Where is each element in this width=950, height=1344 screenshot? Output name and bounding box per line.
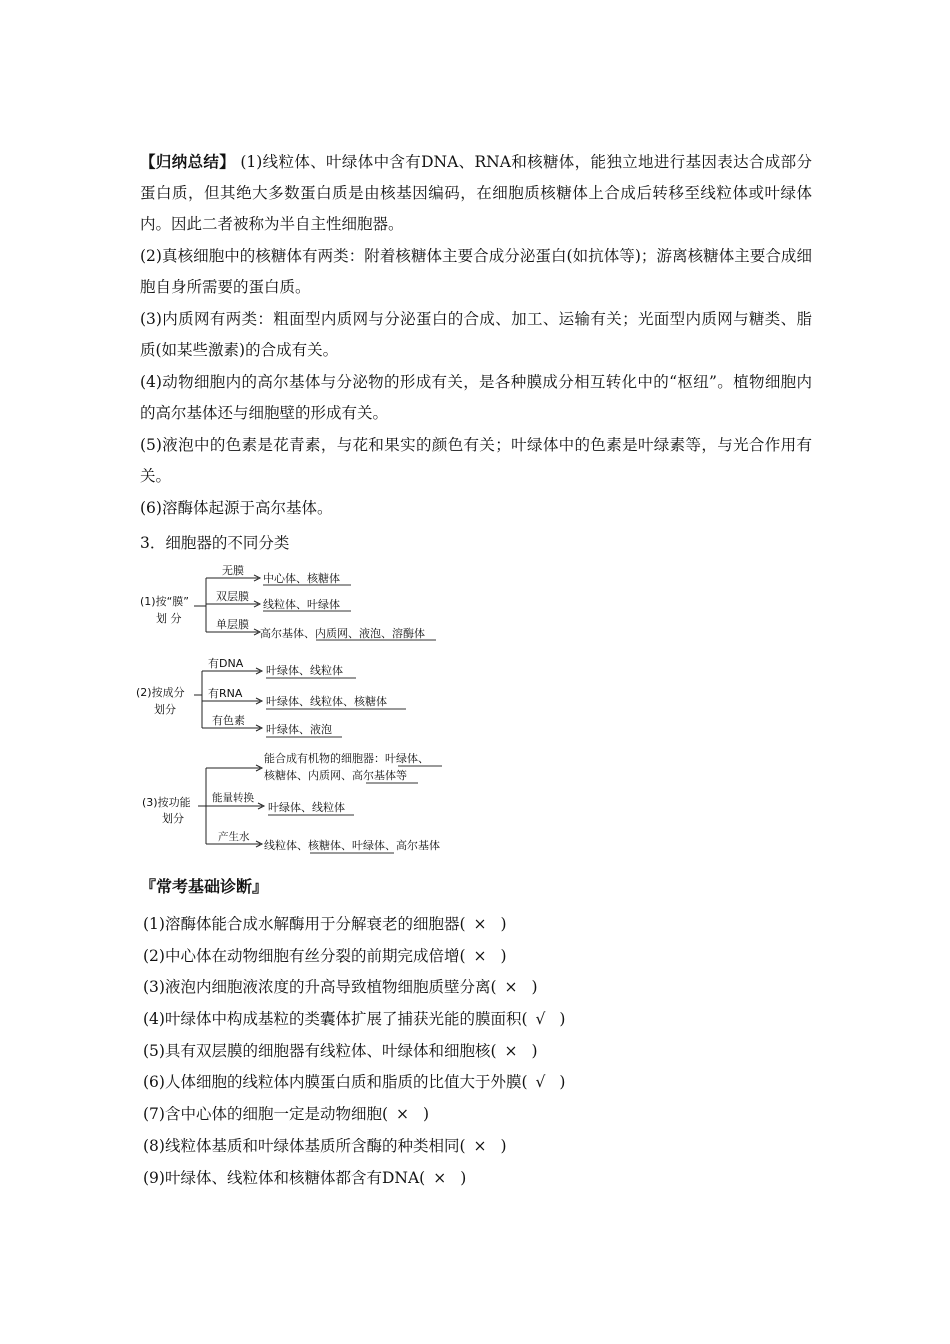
g1-label-line1: (1)按“膜” <box>140 595 189 608</box>
g2-label-line1: (2)按成分 <box>136 686 185 699</box>
diagnosis-item-1 <box>143 909 507 940</box>
summary-paragraph-4: (4)动物细胞内的高尔基体与分泌物的形成有关，是各种膜成分相互转化中的“枢纽”。植物细胞内的高尔基体还与细胞壁的形成有关。 <box>140 373 812 422</box>
diagnosis-item-2 <box>143 941 507 972</box>
item-1-text: (1)溶酶体能合成水解酶用于分解衰老的细胞器( <box>143 915 466 933</box>
item-3-mark: × <box>504 978 518 996</box>
item-9-close: ) <box>460 1169 467 1187</box>
g2-bracket <box>194 671 202 728</box>
g1-branch-2: 双层膜 <box>216 590 249 603</box>
item-2-close: ) <box>500 947 507 965</box>
g2-label-line2: 划分 <box>154 703 176 716</box>
item-6-mark: √ <box>535 1073 546 1091</box>
g3-result-3: 线粒体、核糖体、叶绿体、高尔基体 <box>264 839 440 852</box>
organelle-classification-diagram <box>136 560 476 860</box>
summary-paragraph-2: (2)真核细胞中的核糖体有两类：附着核糖体主要合成分泌蛋白(如抗体等)；游离核糖体主要合成细胞自身所需要的蛋白质。 <box>140 247 812 296</box>
g1-bracket <box>194 578 206 632</box>
diagnosis-item-8 <box>143 1131 507 1162</box>
g3-bracket <box>198 768 206 844</box>
item-4-close: ) <box>559 1010 566 1028</box>
diagnosis-item-7 <box>143 1099 429 1130</box>
item-8-close: ) <box>500 1137 507 1155</box>
item-3-text: (3)液泡内细胞液浓度的升高导致植物细胞质壁分离( <box>143 978 497 996</box>
summary-tag: 【归纳总结】 <box>140 153 236 171</box>
g1-branch-3: 单层膜 <box>216 618 249 631</box>
diagnosis-item-6 <box>143 1067 565 1098</box>
diagnosis-item-4 <box>143 1004 565 1035</box>
item-9-text: (9)叶绿体、线粒体和核糖体都含有DNA( <box>143 1169 426 1187</box>
item-8-text: (8)线粒体基质和叶绿体基质所含酶的种类相同( <box>143 1137 466 1155</box>
g1-label-line2: 划 分 <box>156 612 182 625</box>
item-7-text: (7)含中心体的细胞一定是动物细胞( <box>143 1105 389 1123</box>
item-5-text: (5)具有双层膜的细胞器有线粒体、叶绿体和细胞核( <box>143 1042 497 1060</box>
g2-result-1: 叶绿体、线粒体 <box>266 664 343 677</box>
diagnosis-title: 『常考基础诊断』 <box>140 877 269 896</box>
g3-branch-2: 能量转换 <box>212 792 254 804</box>
g3-result-2: 叶绿体、线粒体 <box>268 801 345 814</box>
item-9-mark: × <box>433 1169 447 1187</box>
g3-result-1-line2: 核糖体、内质网、高尔基体等 <box>264 769 407 782</box>
item-4-mark: √ <box>535 1010 546 1028</box>
diagnosis-item-5 <box>143 1036 538 1067</box>
item-1-mark: × <box>473 915 487 933</box>
item-1-close: ) <box>500 915 507 933</box>
g1-result-2: 线粒体、叶绿体 <box>263 598 340 611</box>
summary-paragraph-6: (6)溶酶体起源于高尔基体。 <box>140 499 333 517</box>
diagnosis-item-3 <box>143 972 538 1003</box>
g3-label-line2: 划分 <box>162 812 184 825</box>
summary-paragraph-5: (5)液泡中的色素是花青素，与花和果实的颜色有关；叶绿体中的色素是叶绿素等，与光合作用有关。 <box>140 436 812 485</box>
item-2-text: (2)中心体在动物细胞有丝分裂的前期完成倍增( <box>143 947 466 965</box>
item-4-text: (4)叶绿体中构成基粒的类囊体扩展了捕获光能的膜面积( <box>143 1010 528 1028</box>
section-3-heading: 3．细胞器的不同分类 <box>140 534 290 552</box>
g3-label-line1: (3)按功能 <box>142 796 191 809</box>
g1-branch-1: 无膜 <box>222 564 244 577</box>
item-7-close: ) <box>423 1105 430 1123</box>
summary-text-1: (1)线粒体、叶绿体中含有DNA、RNA和核糖体，能独立地进行基因表达合成部分蛋白质，但其绝大多数蛋白质是由核基因编码，在细胞质核糖体上合成后转移至线粒体或叶绿体内。因此二者被称为半自主性细胞器。 <box>140 153 812 233</box>
item-6-close: ) <box>559 1073 566 1091</box>
diagnosis-item-9 <box>143 1163 466 1194</box>
g2-branch-3: 有色素 <box>212 714 245 727</box>
g3-result-1-line1: 能合成有机物的细胞器：叶绿体、 <box>264 752 429 765</box>
summary-paragraph-1 <box>140 147 812 240</box>
item-5-mark: × <box>504 1042 518 1060</box>
item-2-mark: × <box>473 947 487 965</box>
summary-paragraph-3: (3)内质网有两类：粗面型内质网与分泌蛋白的合成、加工、运输有关；光面型内质网与糖类、脂质(如某些激素)的合成有关。 <box>140 310 812 359</box>
g1-result-3: 高尔基体、内质网、液泡、溶酶体 <box>260 627 425 640</box>
g2-result-3: 叶绿体、液泡 <box>266 723 332 736</box>
g2-branch-1: 有DNA <box>208 657 244 670</box>
g2-result-2: 叶绿体、线粒体、核糖体 <box>266 695 387 708</box>
g3-branch-3: 产生水 <box>218 831 250 843</box>
item-6-text: (6)人体细胞的线粒体内膜蛋白质和脂质的比值大于外膜( <box>143 1073 528 1091</box>
item-5-close: ) <box>531 1042 538 1060</box>
item-7-mark: × <box>396 1105 410 1123</box>
item-8-mark: × <box>473 1137 487 1155</box>
item-3-close: ) <box>531 978 538 996</box>
g2-branch-2: 有RNA <box>208 687 243 700</box>
g1-result-1: 中心体、核糖体 <box>263 572 340 585</box>
